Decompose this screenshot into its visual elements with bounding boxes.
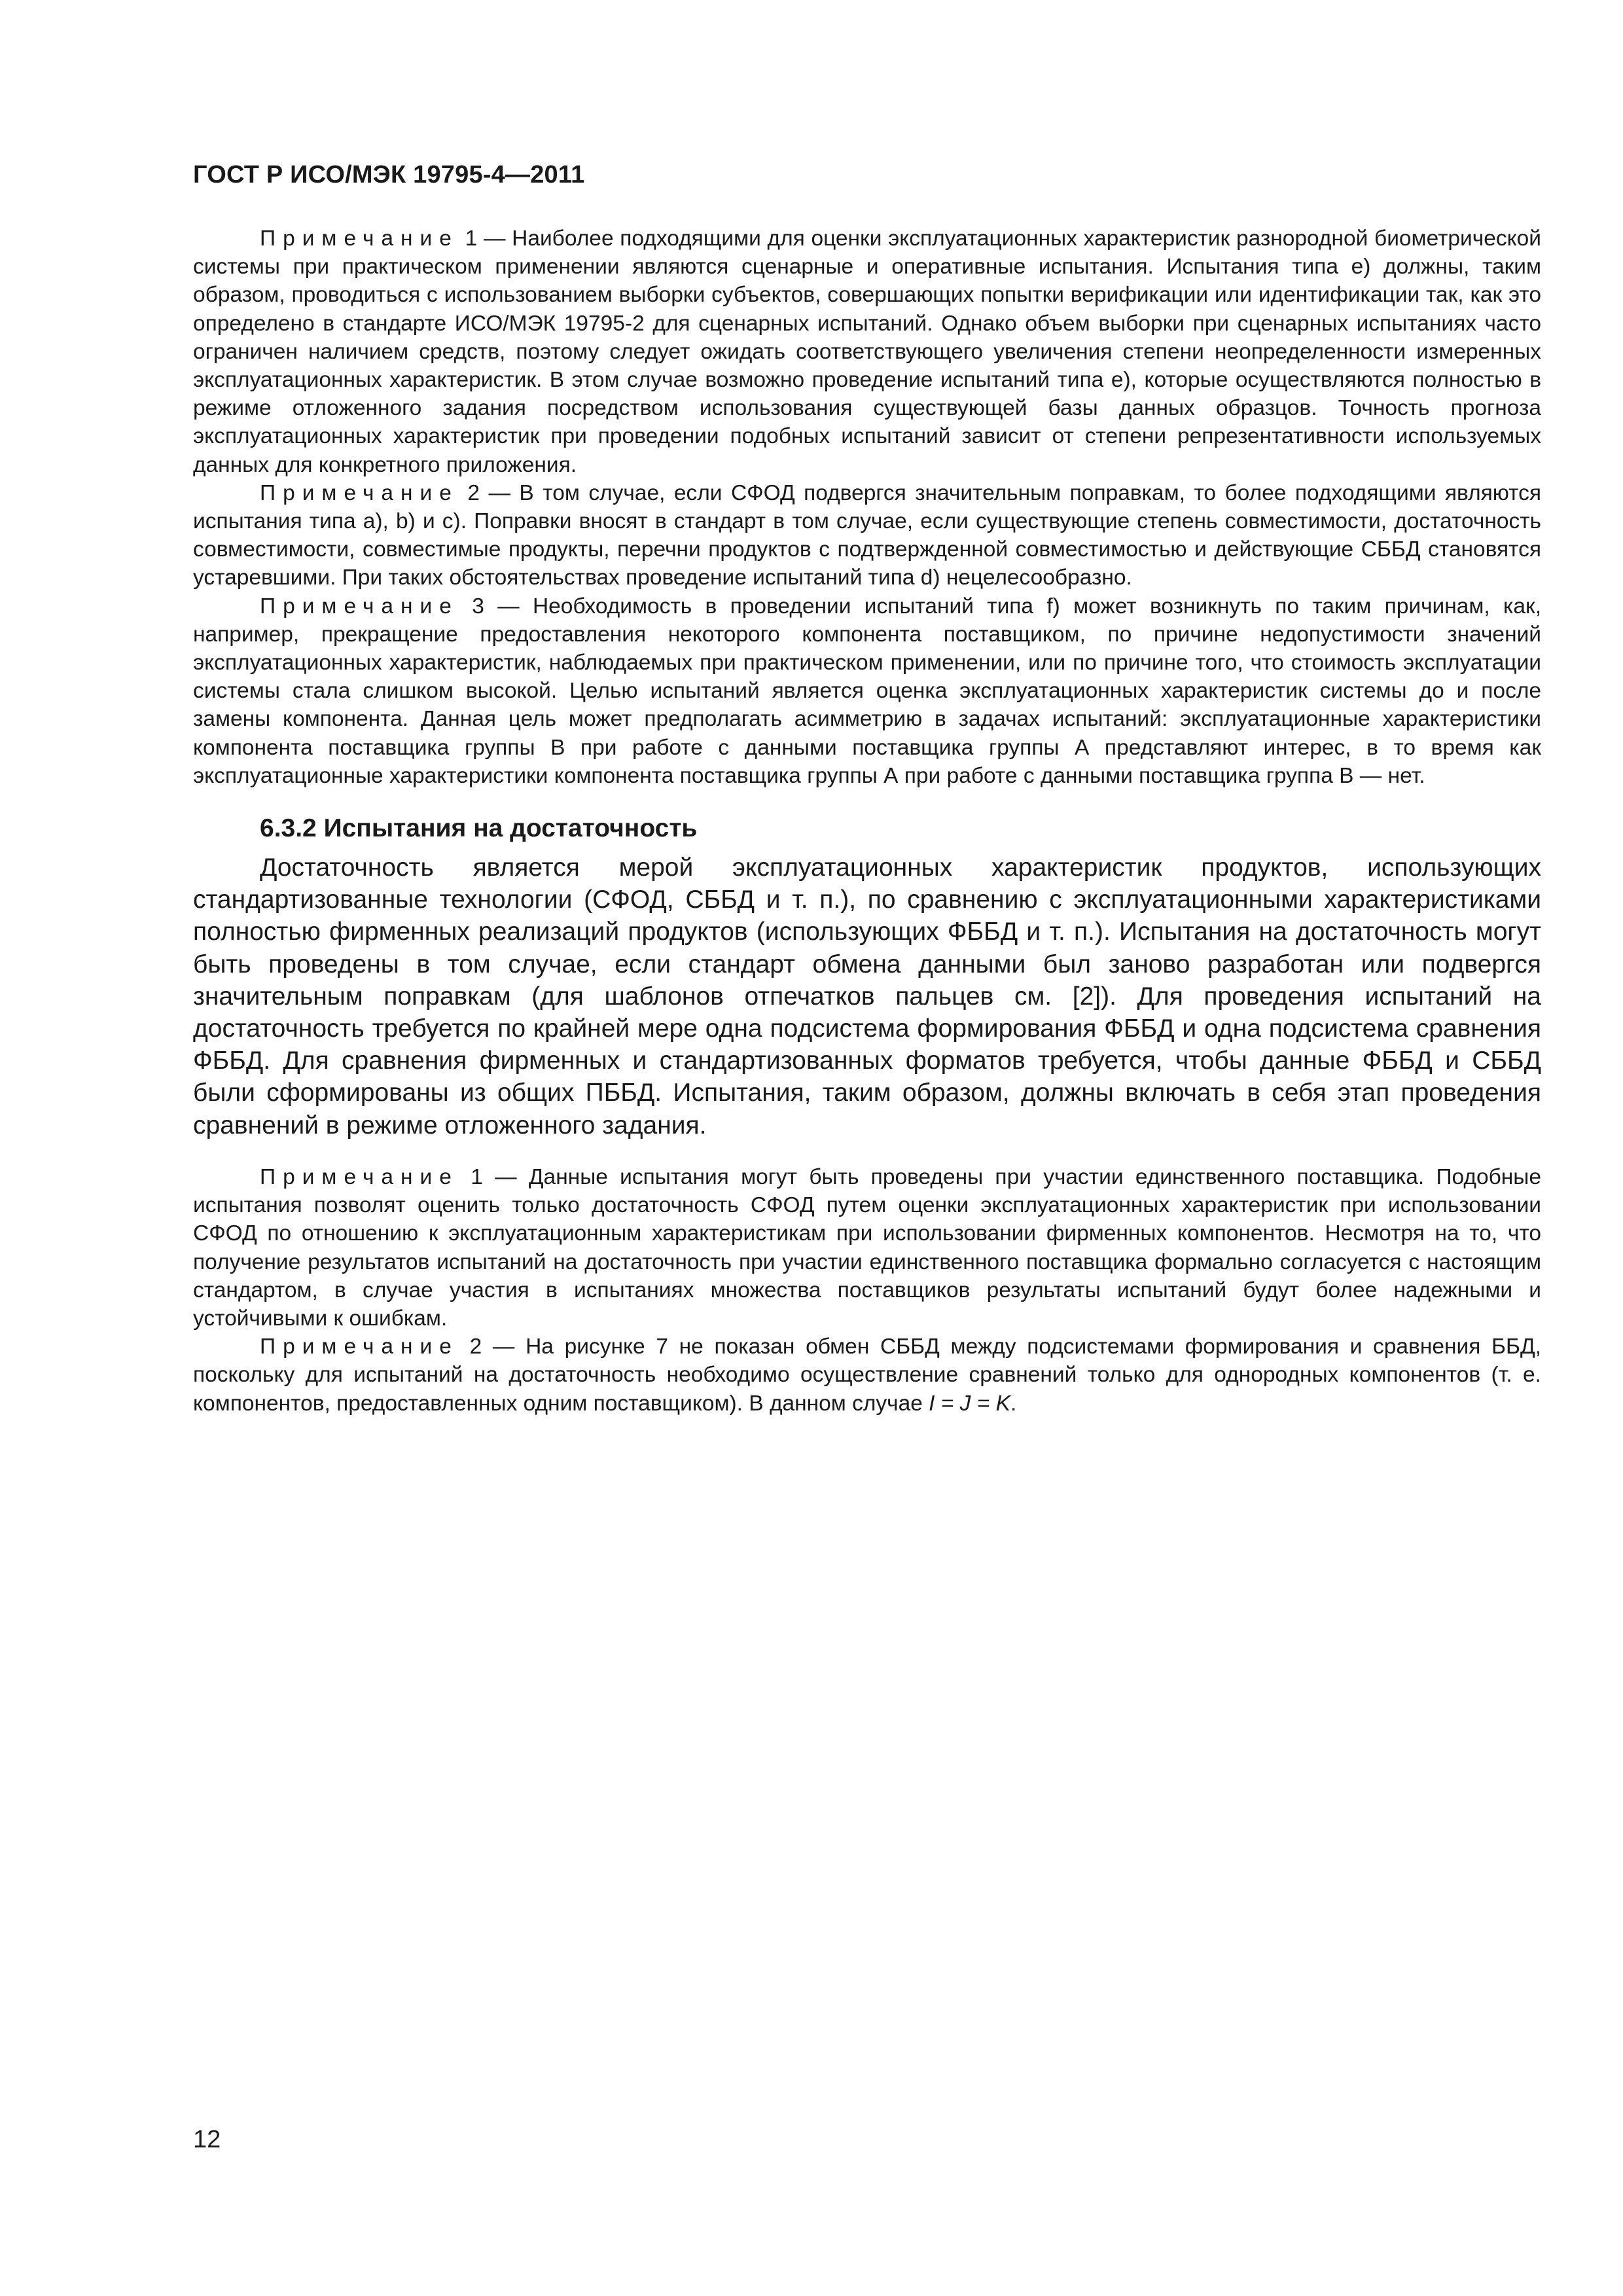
note-label: Примечание (260, 226, 459, 251)
note-label: Примечание (260, 594, 459, 619)
formula: I = J = K (929, 1391, 1010, 1416)
page-number: 12 (193, 2126, 221, 2153)
note-3 (193, 592, 1541, 790)
note-text: 2 — В том случае, если СФОД подвергся значительным поправкам, то более подходящими являются испытания типа а), b) и с). Поправки вносят в стандарт в том случае, если существующие степень совместимости, достаточность совместимости, совместимые продукты, перечни продуктов с подтвержденной совместимостью и действующие СББД становятся устаревшими. При таких обстоятельствах проведение испытаний типа d) нецелесообразно. (193, 480, 1541, 590)
section-note-2 (193, 1333, 1541, 1418)
note-label: Примечание (260, 1335, 459, 1359)
document-header: ГОСТ Р ИСО/МЭК 19795-4—2011 (193, 161, 585, 188)
note-text: 1 — Данные испытания могут быть проведены при участии единственного поставщика. Подобные испытания позволят оценить только достаточность СФОД путем оценки эксплуатационных характеристик при использовании СФОД по отношению к эксплуатационным характеристикам при использовании фирменных компонентов. Несмотря на то, что получение результатов испытаний на достаточность при участии единственного поставщика формально согласуется с настоящим стандартом, в случае участия в испытаниях множества поставщиков результаты испытаний будут более надежными и устойчивыми к ошибкам. (193, 1164, 1541, 1331)
page-content (193, 224, 1541, 1418)
note-label: Примечание (260, 480, 459, 505)
note-text: 3 — Необходимость в проведении испытаний типа f) может возникнуть по таким причинам, как, например, прекращение предоставления некоторого компонента поставщиком, по причине недопустимости значений эксплуатационных характеристик, наблюдаемых при практическом применении, или по причине того, что стоимость эксплуатации системы стала слишком высокой. Целью испытаний является оценка эксплуатационных характеристик системы до и после замены компонента. Данная цель может предполагать асимметрию в задачах испытаний: эксплуатационные характеристики компонента поставщика группы В при работе с данными поставщика группы А представляют интерес, в то время как эксплуатационные характеристики компонента поставщика группы А при работе с данными поставщика группа В — нет. (193, 594, 1541, 788)
section-body: Достаточность является мерой эксплуатационных характеристик продуктов, использующих стандартизованные технологии (СФОД, СББД и т. п.), по сравнению с эксплуатационными характеристиками полностью фирменных реализаций продуктов (использующих ФББД и т. п.). Испытания на достаточность могут быть проведены в том случае, если стандарт обмена данными был заново разработан или подвергся значительным поправкам (для шаблонов отпечатков пальцев см. [2]). Для проведения испытаний на достаточность требуется по крайней мере одна подсистема формирования ФББД и одна подсистема сравнения ФББД. Для сравнения фирменных и стандартизованных форматов требуется, чтобы данные ФББД и СББД были сформированы из общих ПББД. Испытания, таким образом, должны включать в себя этап проведения сравнений в режиме отложенного задания. (193, 853, 1541, 1139)
section-heading: 6.3.2 Испытания на достаточность (260, 814, 698, 843)
note-end: . (1010, 1391, 1017, 1416)
section-note-1 (193, 1163, 1541, 1333)
note-text: 2 — На рисунке 7 не показан обмен СББД между подсистемами формирования и сравнения ББД, поскольку для испытаний на достаточность необходимо осуществление сравнений только для однородных компонентов (т. е. компонентов, предоставленных одним поставщиком). В данном случае (193, 1335, 1541, 1416)
note-label: Примечание (260, 1164, 459, 1189)
note-text: 1 — Наиболее подходящими для оценки эксплуатационных характеристик разнородной биометрической системы при практическом применении являются сценарные и оперативные испытания. Испытания типа е) должны, таким образом, проводиться с использованием выборки субъектов, совершающих попытки верификации или идентификации так, как это определено в стандарте ИСО/МЭК 19795-2 для сценарных испытаний. Однако объем выборки при сценарных испытаниях часто ограничен наличием средств, поэтому следует ожидать соответствующего увеличения степени неопределенности измеренных эксплуатационных характеристик. В этом случае возможно проведение испытаний типа е), которые осуществляются полностью в режиме отложенного задания посредством использования существующей базы данных образцов. Точность прогноза эксплуатационных характеристик при проведении подобных испытаний зависит от степени репрезентативности используемых данных для конкретного приложения. (193, 226, 1541, 477)
note-2 (193, 479, 1541, 592)
note-1 (193, 224, 1541, 479)
